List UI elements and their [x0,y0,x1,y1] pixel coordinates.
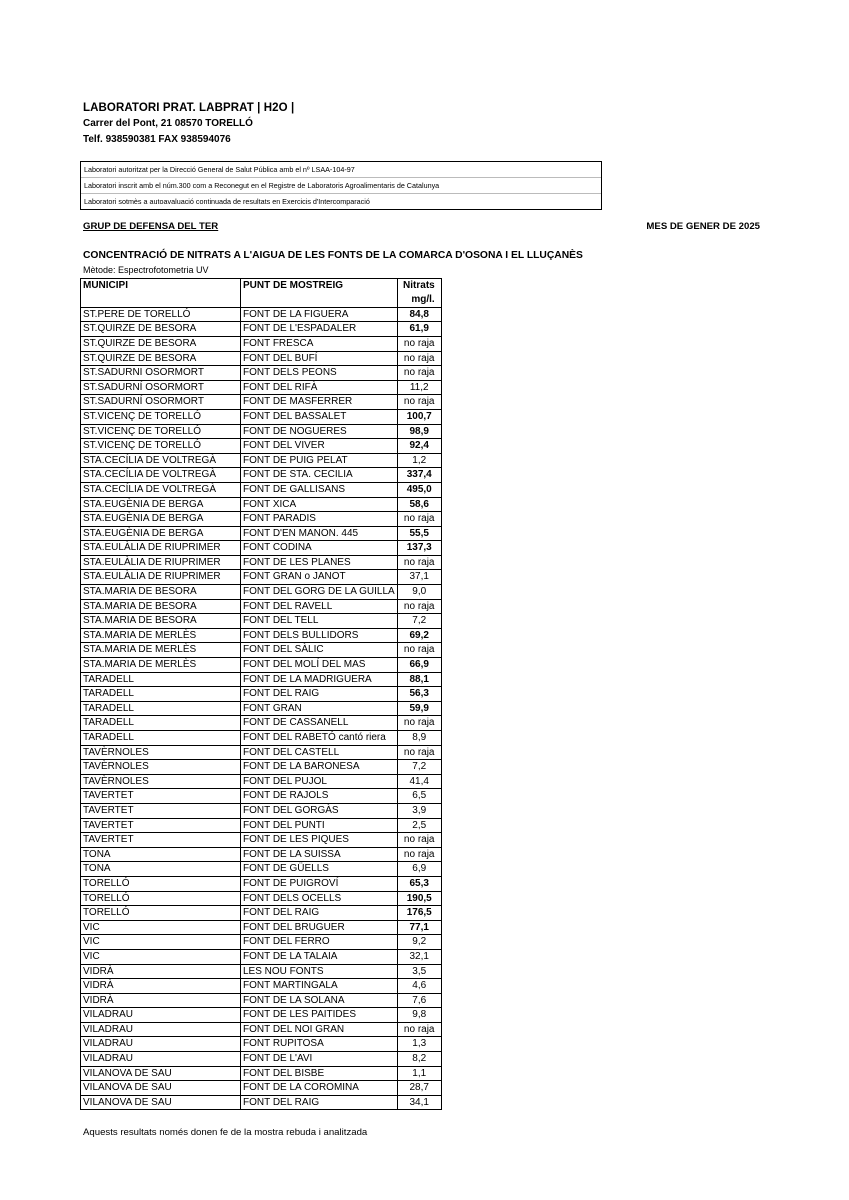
cell-nitrats: 2,5 [397,818,441,833]
cell-punt-mostreig: FONT DE NOGUERES [241,424,398,439]
cell-punt-mostreig: FONT DE GALLISANS [241,482,398,497]
cell-municipi: ST.SADURNÍ OSORMORT [81,395,241,410]
table-row [81,906,442,921]
cell-punt-mostreig: FONT DEL BUFÍ [241,351,398,366]
cell-punt-mostreig: FONT DEL CASTELL [241,745,398,760]
table-row [81,424,442,439]
header-unit: mg/l. [397,293,441,307]
cell-municipi: STA.EULÀLIA DE RIUPRIMER [81,555,241,570]
cell-nitrats: no raja [397,555,441,570]
cell-punt-mostreig: FONT MARTINGALA [241,979,398,994]
cell-municipi: STA.CECÍLIA DE VOLTREGÀ [81,482,241,497]
header-municipi: MUNICIPI [81,279,241,294]
cell-punt-mostreig: FONT DE LA COROMINA [241,1081,398,1096]
cell-punt-mostreig: FONT DEL RAIG [241,1095,398,1110]
table-row [81,468,442,483]
cell-punt-mostreig: FONT DEL BRUGUER [241,920,398,935]
table-row [81,1008,442,1023]
cell-punt-mostreig: FONT DE PUIG PELAT [241,453,398,468]
table-row [81,716,442,731]
table-row [81,672,442,687]
cell-nitrats: no raja [397,833,441,848]
cell-punt-mostreig: FONT DEL RAIG [241,687,398,702]
table-row [81,731,442,746]
cell-nitrats: 8,9 [397,731,441,746]
cell-punt-mostreig: FONT DE LA SOLANA [241,993,398,1008]
cell-municipi: TAVÈRNOLES [81,774,241,789]
cell-nitrats: 59,9 [397,701,441,716]
cell-punt-mostreig: FONT GRAN o JANOT [241,570,398,585]
cell-municipi: ST.QUIRZE DE BESORA [81,322,241,337]
cell-punt-mostreig: FONT DEL PUNTI [241,818,398,833]
cell-punt-mostreig: FONT DEL RAIG [241,906,398,921]
cell-municipi: VIC [81,935,241,950]
cell-nitrats: no raja [397,336,441,351]
cell-municipi: VIC [81,920,241,935]
cell-municipi: STA.CECÍLIA DE VOLTREGÀ [81,453,241,468]
cell-municipi: VILADRAU [81,1022,241,1037]
table-row [81,482,442,497]
cell-nitrats: 28,7 [397,1081,441,1096]
cell-nitrats: 56,3 [397,687,441,702]
cell-municipi: TAVERTET [81,789,241,804]
cell-nitrats: 66,9 [397,658,441,673]
cell-municipi: TAVERTET [81,833,241,848]
cell-punt-mostreig: FONT DE MASFERRER [241,395,398,410]
table-row [81,920,442,935]
cell-municipi: TONA [81,847,241,862]
table-row [81,658,442,673]
cell-punt-mostreig: FONT DEL PUJOL [241,774,398,789]
cell-punt-mostreig: FONT DELS BULLIDORS [241,628,398,643]
table-row [81,687,442,702]
cell-punt-mostreig: FONT DEL NOI GRAN [241,1022,398,1037]
table-row [81,862,442,877]
cell-punt-mostreig: FONT DEL RABETÓ cantó riera [241,731,398,746]
cell-municipi: STA.EUGÈNIA DE BERGA [81,497,241,512]
cell-nitrats: 3,9 [397,803,441,818]
table-row [81,599,442,614]
cell-municipi: TORELLÓ [81,876,241,891]
table-row [81,833,442,848]
table-row [81,935,442,950]
cell-municipi: TAVERTET [81,818,241,833]
cell-nitrats: 6,9 [397,862,441,877]
cell-nitrats: 41,4 [397,774,441,789]
cell-punt-mostreig: FONT DE PUIGROVÍ [241,876,398,891]
cell-municipi: VILADRAU [81,1052,241,1067]
cell-punt-mostreig: FONT DE STA. CECILIA [241,468,398,483]
table-row [81,366,442,381]
cell-municipi: VILANOVA DE SAU [81,1066,241,1081]
cell-nitrats: 11,2 [397,380,441,395]
table-row [81,1066,442,1081]
cell-nitrats: 8,2 [397,1052,441,1067]
cell-municipi: TONA [81,862,241,877]
cell-punt-mostreig: FONT DEL GORGÀS [241,803,398,818]
table-row [81,789,442,804]
cell-nitrats: no raja [397,643,441,658]
cell-nitrats: 61,9 [397,322,441,337]
lab-address: Carrer del Pont, 21 08570 TORELLÓ [83,118,253,129]
cell-nitrats: 6,5 [397,789,441,804]
table-row [81,745,442,760]
cell-punt-mostreig: FONT DE LA BARONESA [241,760,398,775]
table-row [81,409,442,424]
cell-nitrats: 69,2 [397,628,441,643]
table-row [81,512,442,527]
cell-punt-mostreig: FONT DELS OCELLS [241,891,398,906]
cell-nitrats: no raja [397,599,441,614]
cell-punt-mostreig: FONT DE LA SUISSA [241,847,398,862]
cell-nitrats: 65,3 [397,876,441,891]
table-row [81,818,442,833]
table-row [81,760,442,775]
cell-municipi: TARADELL [81,731,241,746]
cell-nitrats: 100,7 [397,409,441,424]
cell-municipi: TARADELL [81,672,241,687]
cell-municipi: STA.EULÀLIA DE RIUPRIMER [81,541,241,556]
footer-note: Aquests resultats només donen fe de la mostra rebuda i analitzada [83,1127,368,1138]
table-row [81,526,442,541]
cell-punt-mostreig: FONT DEL GORG DE LA GUILLA [241,585,398,600]
report-title: CONCENTRACIÓ DE NITRATS A L'AIGUA DE LES FONTS DE LA COMARCA D'OSONA I EL LLUÇANÈS [83,250,583,261]
cell-nitrats: 7,2 [397,614,441,629]
table-row [81,993,442,1008]
cell-nitrats: no raja [397,395,441,410]
cell-municipi: ST.VICENÇ DE TORELLÓ [81,424,241,439]
cell-municipi: VIC [81,949,241,964]
accreditation-line: Laboratori autoritzat per la Direcció General de Salut Pública amb el nº LSAA-104-97 [84,165,355,174]
cell-municipi: STA.CECÍLIA DE VOLTREGÀ [81,468,241,483]
cell-nitrats: no raja [397,366,441,381]
cell-municipi: STA.MARIA DE BESORA [81,614,241,629]
table-row [81,585,442,600]
cell-punt-mostreig: FONT FRESCA [241,336,398,351]
table-row [81,497,442,512]
cell-punt-mostreig: FONT PARADIS [241,512,398,527]
accreditation-box [80,161,602,210]
cell-punt-mostreig: FONT GRAN [241,701,398,716]
cell-punt-mostreig: FONT DELS PEONS [241,366,398,381]
table-row [81,1022,442,1037]
cell-nitrats: no raja [397,512,441,527]
cell-punt-mostreig: FONT DEL TELL [241,614,398,629]
cell-municipi: ST.VICENÇ DE TORELLÓ [81,409,241,424]
cell-nitrats: 92,4 [397,439,441,454]
cell-punt-mostreig: FONT DEL RIFÀ [241,380,398,395]
cell-nitrats: 7,2 [397,760,441,775]
cell-municipi: ST.QUIRZE DE BESORA [81,351,241,366]
table-row [81,570,442,585]
cell-nitrats: no raja [397,351,441,366]
cell-municipi: STA.EULÀLIA DE RIUPRIMER [81,570,241,585]
table-row [81,949,442,964]
report-month: MES DE GENER DE 2025 [646,221,760,232]
cell-municipi: TAVÈRNOLES [81,745,241,760]
cell-municipi: STA.EUGÈNIA DE BERGA [81,526,241,541]
cell-municipi: TARADELL [81,701,241,716]
table-row [81,439,442,454]
cell-punt-mostreig: FONT D'EN MANON. 445 [241,526,398,541]
cell-punt-mostreig: FONT DE LES PIQUES [241,833,398,848]
cell-punt-mostreig: FONT DEL RAVELL [241,599,398,614]
accreditation-line: Laboratori sotmès a autoavaluació continuada de resultats en Exercicis d'Intercomparació [81,193,601,209]
nitrates-table [80,278,442,1110]
table-row [81,541,442,556]
cell-municipi: TAVÈRNOLES [81,760,241,775]
cell-nitrats: 77,1 [397,920,441,935]
table-row [81,876,442,891]
cell-municipi: ST.SADURNÍ OSORMORT [81,380,241,395]
cell-punt-mostreig: FONT DE LA MADRIGUERA [241,672,398,687]
header-blank [241,293,398,307]
cell-punt-mostreig: FONT DE L'AVI [241,1052,398,1067]
cell-punt-mostreig: FONT XICA [241,497,398,512]
cell-nitrats: 37,1 [397,570,441,585]
header-blank [81,293,241,307]
cell-nitrats: 1,1 [397,1066,441,1081]
cell-municipi: STA.MARIA DE MERLÈS [81,628,241,643]
table-row [81,1081,442,1096]
cell-municipi: VILADRAU [81,1037,241,1052]
cell-municipi: VILANOVA DE SAU [81,1095,241,1110]
cell-nitrats: 3,5 [397,964,441,979]
accreditation-line: Laboratori inscrit amb el núm.300 com a Reconegut en el Registre de Laboratoris Agroalimentaris de Catalunya [81,177,601,193]
table-row [81,380,442,395]
cell-punt-mostreig: FONT DE RAJOLS [241,789,398,804]
cell-nitrats: 55,5 [397,526,441,541]
cell-municipi: VILADRAU [81,1008,241,1023]
cell-nitrats: 84,8 [397,307,441,322]
cell-nitrats: no raja [397,745,441,760]
cell-nitrats: 88,1 [397,672,441,687]
cell-punt-mostreig: FONT DE LA TALAIA [241,949,398,964]
cell-nitrats: 1,2 [397,453,441,468]
cell-municipi: TARADELL [81,716,241,731]
lab-phone: Telf. 938590381 FAX 938594076 [83,134,231,145]
table-row [81,847,442,862]
cell-municipi: STA.MARIA DE MERLÈS [81,643,241,658]
cell-punt-mostreig: FONT CODINA [241,541,398,556]
cell-nitrats: 9,0 [397,585,441,600]
cell-municipi: TORELLÓ [81,891,241,906]
cell-nitrats: 7,6 [397,993,441,1008]
table-row [81,701,442,716]
cell-punt-mostreig: FONT DEL MOLÍ DEL MAS [241,658,398,673]
table-row [81,395,442,410]
cell-municipi: VIDRÀ [81,979,241,994]
cell-nitrats: 32,1 [397,949,441,964]
cell-punt-mostreig: FONT DEL BASSALET [241,409,398,424]
cell-nitrats: 176,5 [397,906,441,921]
cell-punt-mostreig: FONT DEL VIVER [241,439,398,454]
cell-nitrats: 1,3 [397,1037,441,1052]
header-punt-mostreig: PUNT DE MOSTREIG [241,279,398,294]
cell-municipi: TORELLÓ [81,906,241,921]
table-row [81,774,442,789]
cell-municipi: TARADELL [81,687,241,702]
cell-municipi: TAVERTET [81,803,241,818]
table-row [81,336,442,351]
cell-punt-mostreig: FONT DE LES PAITIDES [241,1008,398,1023]
cell-municipi: ST.QUIRZE DE BESORA [81,336,241,351]
group-name: GRUP DE DEFENSA DEL TER [83,221,219,232]
cell-nitrats: 9,2 [397,935,441,950]
header-nitrats: Nitrats [397,279,441,294]
table-row [81,307,442,322]
cell-punt-mostreig: LES NOU FONTS [241,964,398,979]
table-row [81,979,442,994]
cell-nitrats: 337,4 [397,468,441,483]
cell-nitrats: no raja [397,716,441,731]
cell-nitrats: no raja [397,1022,441,1037]
cell-nitrats: 495,0 [397,482,441,497]
table-row [81,628,442,643]
table-row [81,891,442,906]
cell-municipi: STA.EUGÈNIA DE BERGA [81,512,241,527]
lab-name: LABORATORI PRAT. LABPRAT | H2O | [83,102,295,114]
table-row [81,453,442,468]
cell-nitrats: 98,9 [397,424,441,439]
table-row [81,1052,442,1067]
cell-municipi: STA.MARIA DE BESORA [81,585,241,600]
cell-municipi: ST.SADURNI OSORMORT [81,366,241,381]
method-line: Mètode: Espectrofotometria UV [83,265,209,275]
cell-punt-mostreig: FONT DE LES PLANES [241,555,398,570]
cell-municipi: VIDRÀ [81,993,241,1008]
cell-nitrats: 190,5 [397,891,441,906]
table-row [81,1037,442,1052]
cell-punt-mostreig: FONT RUPITOSA [241,1037,398,1052]
cell-municipi: VIDRÀ [81,964,241,979]
cell-punt-mostreig: FONT DEL FERRO [241,935,398,950]
cell-nitrats: 34,1 [397,1095,441,1110]
cell-punt-mostreig: FONT DE LA FIGUERA [241,307,398,322]
cell-municipi: STA.MARIA DE BESORA [81,599,241,614]
cell-punt-mostreig: FONT DEL BISBE [241,1066,398,1081]
cell-municipi: ST.PERE DE TORELLÓ [81,307,241,322]
cell-punt-mostreig: FONT DE GÜELLS [241,862,398,877]
cell-municipi: VILANOVA DE SAU [81,1081,241,1096]
cell-municipi: ST.VICENÇ DE TORELLÓ [81,439,241,454]
cell-nitrats: 137,3 [397,541,441,556]
cell-nitrats: no raja [397,847,441,862]
cell-punt-mostreig: FONT DEL SÀLIC [241,643,398,658]
cell-municipi: STA.MARIA DE MERLÈS [81,658,241,673]
table-row [81,614,442,629]
table-row [81,322,442,337]
table-row [81,643,442,658]
cell-nitrats: 58,6 [397,497,441,512]
table-row [81,964,442,979]
cell-punt-mostreig: FONT DE L'ESPADALER [241,322,398,337]
table-row [81,555,442,570]
table-row [81,351,442,366]
cell-nitrats: 9,8 [397,1008,441,1023]
cell-nitrats: 4,6 [397,979,441,994]
cell-punt-mostreig: FONT DE CASSANELL [241,716,398,731]
table-row [81,803,442,818]
table-row [81,1095,442,1110]
